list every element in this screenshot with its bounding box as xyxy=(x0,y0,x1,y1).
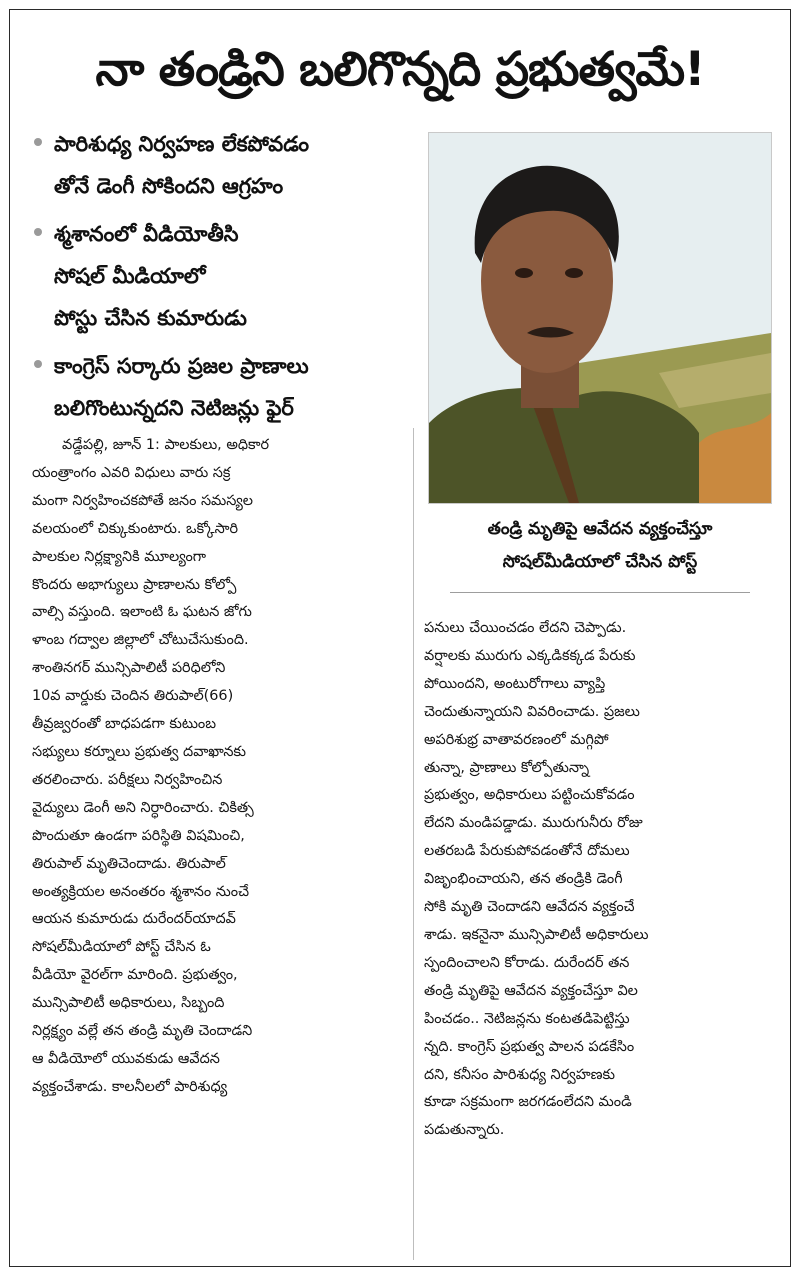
body-line: లేదని మండిపడ్డాడు. మురుగునీరు రోజు xyxy=(424,815,643,832)
body-line: యంత్రాంగం ఎవరి విధులు వారు సక్ర xyxy=(32,464,231,481)
body-line: వడ్డేపల్లి, జూన్ 1: పాలకులు, అధికార xyxy=(62,437,270,453)
body-line: దని, కనీసం పారిశుధ్య నిర్వహణకు xyxy=(424,1066,615,1083)
body-line: తండ్రి మృతిపై ఆవేదన వ్యక్తంచేస్తూ విల xyxy=(424,982,638,999)
body-line: అపరిశుభ్ర వాతావరణంలో మగ్గిపో xyxy=(424,731,609,748)
body-line: పొందుతూ ఉండగా పరిస్థితి విషమించి, xyxy=(32,827,245,844)
headline: నా తండ్రిని బలిగొన్నది ప్రభుత్వమే! xyxy=(95,42,705,97)
body-line: కూడా సక్రమంగా జరగడంలేదని మండి xyxy=(424,1094,632,1111)
body-line: పనులు చేయించడం లేదని చెప్పాడు. xyxy=(424,620,627,636)
body-line: విజృంభించాయని, తన తండ్రికి డెంగీ xyxy=(424,871,623,888)
portrait-photo xyxy=(428,132,772,504)
body-line: ఆ వీడియోలో యువకుడు ఆవేదన xyxy=(32,1050,220,1067)
bullet-line: కాంగ్రెస్ సర్కారు ప్రజల ప్రాణాలు xyxy=(54,354,309,378)
bullet-line: బలిగొంటున్నదని నెటిజన్లు ఫైర్ xyxy=(54,396,294,420)
body-line: వైద్యులు డెంగీ అని నిర్ధారించారు. చికిత్స xyxy=(32,799,254,816)
body-line: వర్షాలకు మురుగు ఎక్కడికక్కడ పేరుకు xyxy=(424,647,636,664)
body-line: తిరుపాల్ మృతిచెందాడు. తిరుపాల్ xyxy=(32,855,226,872)
caption-divider xyxy=(450,592,750,593)
photo-caption xyxy=(434,513,766,579)
body-line: పాలకుల నిర్లక్ష్యానికి మూల్యంగా xyxy=(32,548,207,565)
body-line: మంగా నిర్వహించకపోతే జనం సమస్యల xyxy=(32,492,254,509)
body-line: పడుతున్నారు. xyxy=(424,1122,505,1139)
body-line: కొందరు అభాగ్యులు ప్రాణాలను కోల్పో xyxy=(32,576,237,593)
body-line: వ్యక్తంచేశాడు. కాలనీలలో పారిశుధ్య xyxy=(32,1078,228,1095)
bullet-line: సోషల్ మీడియాలో xyxy=(54,264,206,288)
body-line: సోషల్‌మీడియాలో పోస్ట్ చేసిన ఓ xyxy=(32,939,211,956)
bullet-line: శ్మశానంలో వీడియోతీసి xyxy=(54,222,239,246)
body-line: శాడు. ఇకనైనా మున్సిపాలిటీ అధికారులు xyxy=(424,926,649,943)
caption-line: తండ్రి మృతిపై ఆవేదన వ్యక్తంచేస్తూ xyxy=(487,519,713,539)
body-line: తరలించారు. పరీక్షలు నిర్వహించిన xyxy=(32,771,223,788)
bullet-dot-icon xyxy=(34,228,42,236)
body-line: తున్నా, ప్రాణాలు కోల్పోతున్నా xyxy=(424,759,590,776)
body-line: నిర్లక్ష్యం వల్లే తన తండ్రి మృతి చెందాడని xyxy=(32,1023,253,1040)
body-line: సోకి మృతి చెందాడని ఆవేదన వ్యక్తంచే xyxy=(424,899,635,916)
bullet-dot-icon xyxy=(34,138,42,146)
body-line: పోయిందని, అంటురోగాలు వ్యాప్తి xyxy=(424,675,606,692)
body-line: సభ్యులు కర్నూలు ప్రభుత్వ దవాఖానకు xyxy=(32,743,246,760)
body-column-left xyxy=(32,432,404,1102)
body-line: వలయంలో చిక్కుకుంటారు. ఒక్కోసారి xyxy=(32,520,238,537)
body-column-right xyxy=(424,615,774,1145)
body-line: న్నది. కాంగ్రెస్ ప్రభుత్వ పాలన పడకేసిం xyxy=(424,1038,635,1055)
body-line: 10వ వార్డుకు చెందిన తిరుపాల్(66) xyxy=(32,688,234,705)
body-line: పించడం.. నెటిజన్లను కంటతడిపెట్టిస్తు xyxy=(424,1010,630,1027)
bullet-line: పోస్టు చేసిన కుమారుడు xyxy=(54,306,247,330)
body-line: అంత్యక్రియల అనంతరం శ్మశానం నుంచే xyxy=(32,883,250,900)
bullet-point xyxy=(32,213,410,339)
body-line: తీవ్రజ్వరంతో బాధపడగా కుటుంబ xyxy=(32,716,217,733)
bullet-line: తోనే డెంగీ సోకిందని ఆగ్రహం xyxy=(54,174,284,198)
caption-line: సోషల్‌మీడియాలో చేసిన పోస్ట్ xyxy=(502,552,698,572)
bullet-dot-icon xyxy=(34,360,42,368)
body-line: వీడియో వైరల్‌గా మారింది. ప్రభుత్వం, xyxy=(32,967,238,984)
body-line: ప్రభుత్వం, అధికారులు పట్టించుకోవడం xyxy=(424,787,635,804)
body-line: మున్సిపాలిటీ అధికారులు, సిబ్బంది xyxy=(32,995,225,1012)
portrait-photo-illustration xyxy=(429,133,771,503)
body-line: వాల్సి వస్తుంది. ఇలాంటి ఓ ఘటన జోగు xyxy=(32,604,252,621)
column-divider xyxy=(413,428,414,1260)
bullet-point xyxy=(32,345,410,429)
body-line: ళాంబ గద్వాల జిల్లాలో చోటుచేసుకుంది. xyxy=(32,632,249,649)
bullet-point xyxy=(32,123,410,207)
body-line: చెందుతున్నాయని వివరించాడు. ప్రజలు xyxy=(424,703,640,720)
body-line: శాంతినగర్ మున్సిపాలిటీ పరిధిలోని xyxy=(32,660,226,677)
body-line: స్పందించాలని కోరాడు. దురేందర్ తన xyxy=(424,954,630,971)
subheadline-bullets xyxy=(32,123,410,435)
news-clipping xyxy=(9,9,791,1267)
body-line: లతరబడి పేరుకుపోవడంతోనే దోమలు xyxy=(424,843,630,860)
bullet-line: పారిశుధ్య నిర్వహణ లేకపోవడం xyxy=(54,132,310,156)
body-line: ఆయన కుమారుడు దురేందర్‌యాదవ్ xyxy=(32,911,236,928)
